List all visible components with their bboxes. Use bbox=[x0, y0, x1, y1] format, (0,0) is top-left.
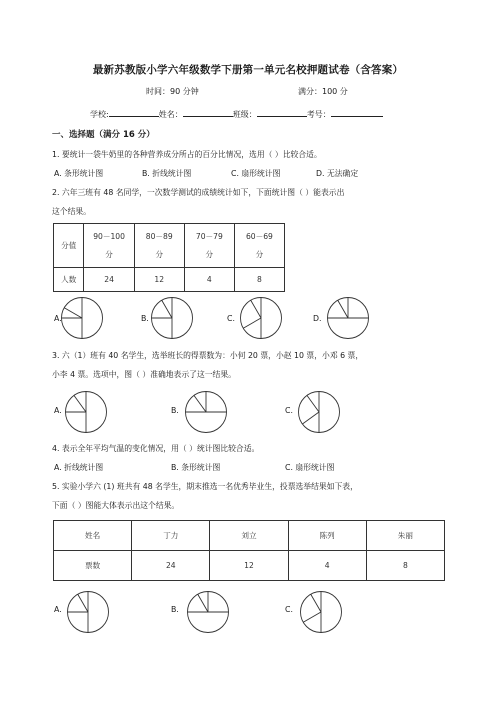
name-label: 姓名： bbox=[158, 110, 183, 119]
table-cell: 70－79 分 bbox=[184, 224, 234, 268]
q4-option-a: A. 折线统计图 bbox=[54, 463, 104, 472]
q2-pie-b[interactable] bbox=[150, 296, 194, 340]
exam-time: 时间：90 分钟 bbox=[146, 87, 199, 96]
table-cell: 丁力 bbox=[132, 521, 210, 551]
table-row bbox=[54, 521, 445, 551]
pie-slice-divider bbox=[198, 594, 208, 612]
table-cell: 8 bbox=[366, 551, 444, 581]
table-cell: 人数 bbox=[54, 268, 84, 292]
q1-option-d: D. 无法确定 bbox=[316, 169, 359, 178]
q4-option-b: B. 条形统计图 bbox=[171, 463, 221, 472]
q1-option-b: B. 折线统计图 bbox=[142, 169, 192, 178]
pie-slice-divider bbox=[338, 300, 348, 318]
table-cell: 60－69 分 bbox=[234, 224, 284, 268]
q2-score-table bbox=[53, 223, 285, 292]
q3-option-b-label: B. bbox=[171, 406, 179, 415]
school-field[interactable] bbox=[109, 107, 159, 117]
section-heading: 一、选择题（满分 16 分） bbox=[52, 130, 155, 140]
q3-option-c-label: C. bbox=[285, 406, 293, 415]
number-label: 考号： bbox=[306, 110, 331, 119]
pie-slice-divider bbox=[251, 300, 261, 318]
question-5-line-2: 下面（ ）图能大体表示出这个结果。 bbox=[52, 501, 180, 510]
table-cell: 4 bbox=[184, 268, 234, 292]
exam-full-score: 满分：100 分 bbox=[298, 87, 348, 96]
table-cell: 80－89 分 bbox=[134, 224, 184, 268]
q2-option-d-label: D. bbox=[313, 314, 322, 323]
question-4-text: 4. 表示全年平均气温的变化情况，用（ ）统计图比较合适。 bbox=[52, 444, 260, 453]
q2-option-a-label: A. bbox=[54, 314, 62, 323]
pie-slice-divider bbox=[303, 612, 321, 622]
table-cell: 12 bbox=[134, 268, 184, 292]
class-label: 班级： bbox=[232, 110, 257, 119]
q3-option-a-label: A. bbox=[54, 406, 62, 415]
class-field[interactable] bbox=[257, 107, 307, 117]
pie-slice-divider bbox=[78, 594, 88, 612]
q4-option-c: C. 扇形统计图 bbox=[285, 463, 335, 472]
q5-pie-a[interactable] bbox=[66, 590, 110, 634]
table-row bbox=[54, 268, 285, 292]
q5-pie-b[interactable] bbox=[186, 590, 230, 634]
table-cell: 朱丽 bbox=[366, 521, 444, 551]
q5-pie-c[interactable] bbox=[299, 590, 343, 634]
pie-slice-divider bbox=[302, 412, 319, 424]
q1-option-a: A. 条形统计图 bbox=[54, 169, 104, 178]
info-line bbox=[90, 107, 383, 120]
question-2-line-2: 这个结果。 bbox=[52, 207, 91, 216]
q2-option-c-label: C. bbox=[227, 314, 235, 323]
q5-option-c-label: C. bbox=[285, 605, 293, 614]
q3-pie-a[interactable] bbox=[64, 390, 108, 434]
q2-option-b-label: B. bbox=[141, 314, 149, 323]
table-cell: 分值 bbox=[54, 224, 84, 268]
q3-pie-b[interactable] bbox=[184, 390, 228, 434]
table-row bbox=[54, 551, 445, 581]
q5-option-a-label: A. bbox=[54, 605, 62, 614]
table-cell: 陈列 bbox=[288, 521, 366, 551]
pie-slice-divider bbox=[74, 395, 86, 412]
pie-slice-divider bbox=[307, 395, 319, 412]
table-cell: 刘立 bbox=[210, 521, 288, 551]
table-cell: 4 bbox=[288, 551, 366, 581]
table-cell: 12 bbox=[210, 551, 288, 581]
school-label: 学校: bbox=[90, 110, 109, 119]
pie-slice-divider bbox=[311, 594, 321, 612]
pie-slice-divider bbox=[194, 395, 206, 412]
question-1-text: 1. 要统计一袋牛奶里的各种营养成分所占的百分比情况，选用（ ）比较合适。 bbox=[52, 150, 322, 159]
table-cell: 24 bbox=[84, 268, 134, 292]
q1-option-c: C. 扇形统计图 bbox=[231, 169, 281, 178]
number-field[interactable] bbox=[331, 107, 383, 117]
page-title: 最新苏教版小学六年级数学下册第一单元名校押题试卷（含答案） bbox=[92, 64, 404, 76]
q2-pie-c[interactable] bbox=[239, 296, 283, 340]
table-cell: 24 bbox=[132, 551, 210, 581]
q5-vote-table bbox=[53, 520, 445, 581]
q2-pie-d[interactable] bbox=[326, 296, 370, 340]
q2-pie-a[interactable] bbox=[60, 296, 104, 340]
question-3-line-1: 3. 六（1）班有 40 名学生，选举班长的得票数为：小何 20 票，小赵 10 票，小邓 6 票， bbox=[52, 351, 364, 360]
q5-option-b-label: B. bbox=[171, 605, 179, 614]
question-3-line-2: 小李 4 票。选项中，图（ ）准确地表示了这一结果。 bbox=[52, 370, 236, 379]
table-row bbox=[54, 224, 285, 268]
name-field[interactable] bbox=[183, 107, 233, 117]
q3-pie-c[interactable] bbox=[297, 390, 341, 434]
table-cell: 8 bbox=[234, 268, 284, 292]
pie-slice-divider bbox=[64, 308, 82, 318]
table-cell: 姓名 bbox=[54, 521, 132, 551]
table-cell: 90－100 分 bbox=[84, 224, 134, 268]
question-2-line-1: 2. 六年三班有 48 名同学，一次数学测试的成绩统计如下，下面统计图（ ）能表示出 bbox=[52, 188, 345, 197]
question-5-line-1: 5. 实验小学六 (1) 班共有 48 名学生，期末推选一名优秀毕业生，投票选举结果如下表， bbox=[52, 482, 358, 491]
table-cell: 票数 bbox=[54, 551, 132, 581]
pie-slice-divider bbox=[162, 300, 172, 318]
pie-slice-divider bbox=[243, 318, 261, 328]
